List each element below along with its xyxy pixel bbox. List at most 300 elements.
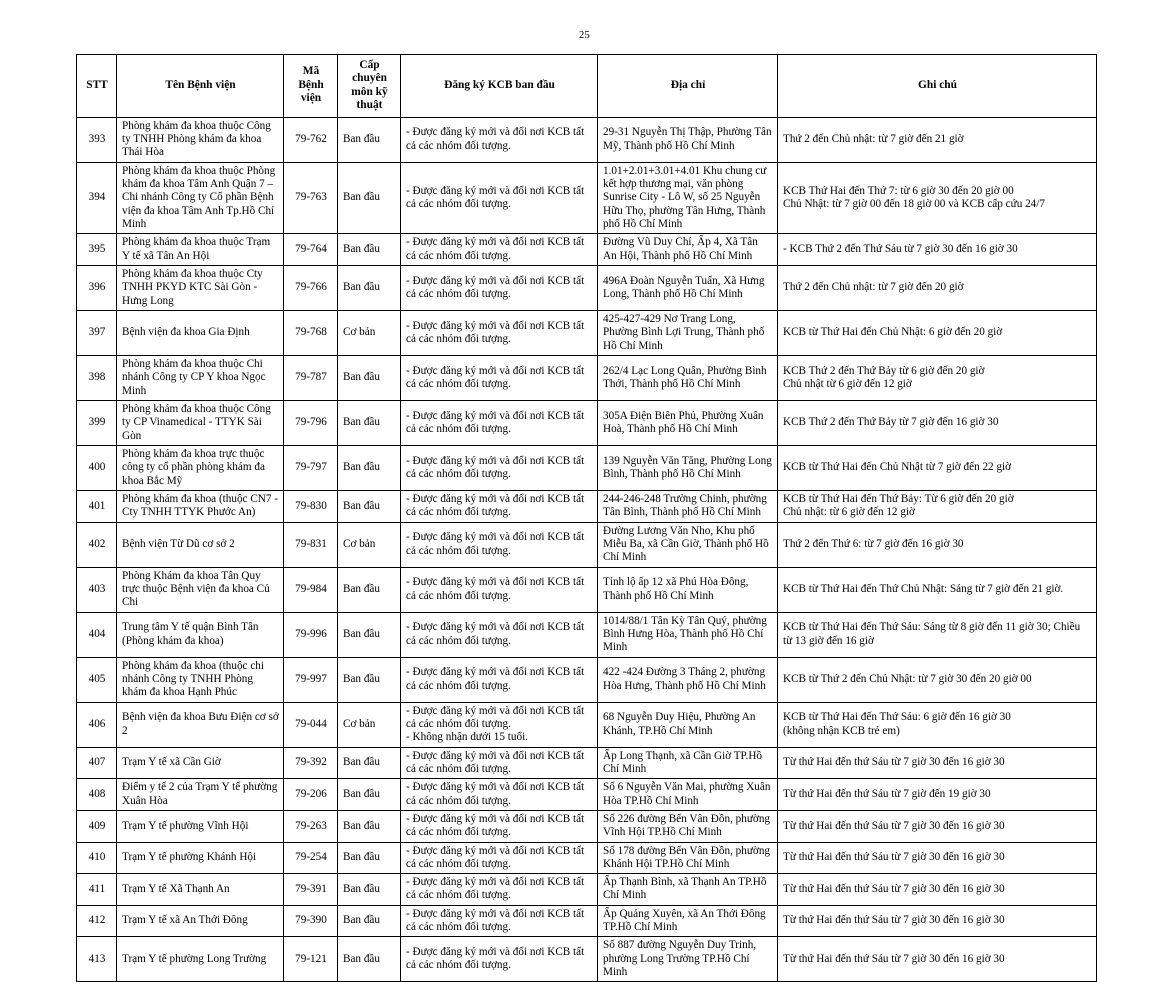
cell-line: Bệnh viện đa khoa Bưu Điện cơ sở 2: [122, 711, 279, 738]
cell-line: 1014/88/1 Tân Kỳ Tân Quý, phường Bình Hưng Hòa, Thành phố Hồ Chí Minh: [603, 615, 773, 655]
cell-line: 398: [82, 371, 112, 384]
cell-notes: [778, 567, 1097, 612]
cell-line: Tỉnh lộ ấp 12 xã Phú Hòa Đông, Thành phố Hồ Chí Minh: [603, 576, 773, 603]
cell-stt: [77, 842, 117, 874]
cell-line: Ban đầu: [343, 673, 396, 686]
cell-line: Cơ bản: [343, 326, 396, 339]
cell-technical-level: [338, 612, 401, 657]
cell-line: Số 178 đường Bến Vân Đồn, phường Khánh Hội TP.Hồ Chí Minh: [603, 845, 773, 872]
cell-initial-registration: [401, 490, 598, 522]
cell-technical-level: [338, 356, 401, 401]
cell-line: 403: [82, 583, 112, 596]
table-row: [77, 747, 1097, 779]
table-row: [77, 874, 1097, 906]
cell-notes: [778, 490, 1097, 522]
table-row: [77, 490, 1097, 522]
cell-line: 79-787: [289, 371, 333, 384]
cell-line: Ban đầu: [343, 371, 396, 384]
cell-address: [598, 842, 778, 874]
cell-stt: [77, 937, 117, 982]
cell-line: Thứ 2 đến Chủ nhật: từ 7 giờ đến 20 giờ: [783, 281, 1092, 294]
cell-initial-registration: [401, 522, 598, 567]
cell-technical-level: [338, 747, 401, 779]
cell-hospital-code: [284, 490, 338, 522]
cell-technical-level: [338, 311, 401, 356]
table-row: [77, 445, 1097, 490]
cell-stt: [77, 234, 117, 266]
cell-line: 410: [82, 851, 112, 864]
cell-line: 394: [82, 191, 112, 204]
cell-line: Trạm Y tế phường Khánh Hội: [122, 851, 279, 864]
cell-line: Ban đầu: [343, 243, 396, 256]
cell-technical-level: [338, 490, 401, 522]
cell-line: Ấp Long Thạnh, xã Cần Giờ TP.Hồ Chí Minh: [603, 750, 773, 777]
cell-line: 79-766: [289, 281, 333, 294]
cell-line: Từ thứ Hai đến thứ Sáu từ 7 giờ đến 19 giờ 30: [783, 788, 1092, 801]
cell-line: - Được đăng ký mới và đổi nơi KCB tất cả các nhóm đối tượng.: [406, 185, 593, 212]
cell-line: Phòng khám đa khoa thuộc Chi nhánh Công ty CP Y khoa Ngọc Minh: [122, 358, 279, 398]
cell-line: Từ thứ Hai đến thứ Sáu từ 7 giờ 30 đến 16 giờ 30: [783, 820, 1092, 833]
cell-line: 411: [82, 883, 112, 896]
cell-address: [598, 266, 778, 311]
cell-line: Số 226 đường Bến Vân Đồn, phường Vĩnh Hội TP.Hồ Chí Minh: [603, 813, 773, 840]
cell-hospital-code: [284, 874, 338, 906]
cell-stt: [77, 490, 117, 522]
cell-line: 79-391: [289, 883, 333, 896]
column-header-stt: STT: [77, 54, 117, 117]
column-header-initial-registration: Đăng ký KCB ban đầu: [401, 54, 598, 117]
cell-stt: [77, 162, 117, 234]
cell-hospital-code: [284, 400, 338, 445]
cell-hospital-code: [284, 311, 338, 356]
cell-line: Ban đầu: [343, 756, 396, 769]
cell-hospital-name: [117, 522, 284, 567]
cell-line: Chủ Nhật: từ 7 giờ 00 đến 18 giờ 00 và KCB cấp cứu 24/7: [783, 198, 1092, 211]
cell-line: - Được đăng ký mới và đổi nơi KCB tất cả các nhóm đối tượng.: [406, 365, 593, 392]
cell-line: Ban đầu: [343, 883, 396, 896]
cell-notes: [778, 234, 1097, 266]
cell-technical-level: [338, 657, 401, 702]
cell-line: 401: [82, 500, 112, 513]
cell-line: - Được đăng ký mới và đổi nơi KCB tất cả các nhóm đối tượng.: [406, 493, 593, 520]
table-row: [77, 162, 1097, 234]
cell-line: Bệnh viện đa khoa Gia Định: [122, 326, 279, 339]
cell-line: - Được đăng ký mới và đổi nơi KCB tất cả các nhóm đối tượng.: [406, 705, 593, 732]
cell-line: - Được đăng ký mới và đổi nơi KCB tất cả các nhóm đối tượng.: [406, 126, 593, 153]
column-header-technical-level: Cấp chuyên môn kỹ thuật: [338, 54, 401, 117]
cell-notes: [778, 612, 1097, 657]
cell-line: Phòng khám đa khoa thuộc Cty TNHH PKYD KTC Sài Gòn - Hưng Long: [122, 268, 279, 308]
cell-address: [598, 567, 778, 612]
cell-hospital-code: [284, 117, 338, 162]
cell-line: Ban đầu: [343, 788, 396, 801]
cell-stt: [77, 810, 117, 842]
cell-address: [598, 657, 778, 702]
cell-line: KCB từ Thứ Hai đến Thứ Chủ Nhật: Sáng từ 7 giờ đến 21 giờ.: [783, 583, 1092, 596]
cell-line: Từ thứ Hai đến thứ Sáu từ 7 giờ 30 đến 16 giờ 30: [783, 914, 1092, 927]
cell-address: [598, 490, 778, 522]
cell-line: 305A Điện Biên Phủ, Phường Xuân Hoà, Thành phố Hồ Chí Minh: [603, 410, 773, 437]
cell-address: [598, 400, 778, 445]
cell-address: [598, 445, 778, 490]
cell-line: KCB Thứ Hai đến Thứ 7: từ 6 giờ 30 đến 20 giờ 00: [783, 185, 1092, 198]
cell-line: 79-390: [289, 914, 333, 927]
cell-line: KCB từ Thứ 2 đến Chủ Nhật: từ 7 giờ 30 đến 20 giờ 00: [783, 673, 1092, 686]
cell-line: KCB từ Thứ Hai đến Chủ Nhật: 6 giờ đến 20 giờ: [783, 326, 1092, 339]
cell-line: Phòng Khám đa khoa Tân Quy trực thuộc Bệnh viện đa khoa Củ Chi: [122, 570, 279, 610]
cell-technical-level: [338, 117, 401, 162]
cell-line: Trung tâm Y tế quận Bình Tân (Phòng khám đa khoa): [122, 621, 279, 648]
cell-line: - Được đăng ký mới và đổi nơi KCB tất cả các nhóm đối tượng.: [406, 410, 593, 437]
cell-initial-registration: [401, 810, 598, 842]
column-header-notes: Ghi chú: [778, 54, 1097, 117]
cell-line: 422 -424 Đường 3 Tháng 2, phường Hòa Hưng, Thành phố Hồ Chí Minh: [603, 666, 773, 693]
cell-initial-registration: [401, 567, 598, 612]
cell-stt: [77, 266, 117, 311]
cell-address: [598, 810, 778, 842]
cell-line: KCB Thứ 2 đến Thứ Bảy từ 6 giờ đến 20 giờ: [783, 365, 1092, 378]
cell-line: 400: [82, 461, 112, 474]
table-row: [77, 657, 1097, 702]
cell-line: Trạm Y tế xã An Thới Đông: [122, 914, 279, 927]
cell-initial-registration: [401, 311, 598, 356]
cell-hospital-code: [284, 810, 338, 842]
cell-line: 139 Nguyễn Văn Tăng, Phường Long Bình, Thành phố Hồ Chí Minh: [603, 455, 773, 482]
cell-line: Đường Vũ Duy Chí, Ấp 4, Xã Tân An Hội, Thành phố Hồ Chí Minh: [603, 236, 773, 263]
cell-line: 68 Nguyễn Duy Hiệu, Phường An Khánh, TP.Hồ Chí Minh: [603, 711, 773, 738]
cell-address: [598, 937, 778, 982]
cell-hospital-name: [117, 400, 284, 445]
cell-line: 79-206: [289, 788, 333, 801]
cell-stt: [77, 747, 117, 779]
cell-notes: [778, 905, 1097, 937]
table-row: [77, 842, 1097, 874]
cell-address: [598, 234, 778, 266]
cell-line: Bệnh viện Từ Dũ cơ sở 2: [122, 538, 279, 551]
cell-line: Ấp Thạnh Bình, xã Thạnh An TP.Hồ Chí Minh: [603, 876, 773, 903]
cell-line: KCB Thứ 2 đến Thứ Bảy từ 7 giờ đến 16 giờ 30: [783, 416, 1092, 429]
cell-line: 1.01+2.01+3.01+4.01 Khu chung cư kết hợp thương mại, văn phòng Sunrise City - Lô W, số 25 Nguyễn Hữu Thọ, phường Tân Hưng, Thành phố Hồ Chí Minh: [603, 165, 773, 232]
cell-line: - Được đăng ký mới và đổi nơi KCB tất cả các nhóm đối tượng.: [406, 320, 593, 347]
cell-line: 395: [82, 243, 112, 256]
cell-hospital-code: [284, 779, 338, 811]
cell-line: Ban đầu: [343, 133, 396, 146]
cell-hospital-name: [117, 810, 284, 842]
cell-hospital-code: [284, 842, 338, 874]
cell-notes: [778, 747, 1097, 779]
cell-line: 79-254: [289, 851, 333, 864]
cell-technical-level: [338, 522, 401, 567]
cell-technical-level: [338, 234, 401, 266]
cell-line: - Được đăng ký mới và đổi nơi KCB tất cả các nhóm đối tượng.: [406, 750, 593, 777]
cell-technical-level: [338, 842, 401, 874]
cell-line: Ban đầu: [343, 583, 396, 596]
cell-line: Ban đầu: [343, 416, 396, 429]
cell-line: Từ thứ Hai đến thứ Sáu từ 7 giờ 30 đến 16 giờ 30: [783, 953, 1092, 966]
cell-technical-level: [338, 810, 401, 842]
cell-initial-registration: [401, 356, 598, 401]
cell-line: 79-796: [289, 416, 333, 429]
cell-stt: [77, 567, 117, 612]
cell-initial-registration: [401, 612, 598, 657]
cell-hospital-code: [284, 747, 338, 779]
cell-notes: [778, 522, 1097, 567]
table-row: [77, 117, 1097, 162]
cell-line: Thứ 2 đến Thứ 6: từ 7 giờ đến 16 giờ 30: [783, 538, 1092, 551]
cell-line: 79-044: [289, 718, 333, 731]
table-row: [77, 702, 1097, 747]
cell-initial-registration: [401, 400, 598, 445]
cell-line: (không nhận KCB trẻ em): [783, 725, 1092, 738]
cell-line: 79-762: [289, 133, 333, 146]
cell-initial-registration: [401, 842, 598, 874]
cell-line: 425-427-429 Nơ Trang Long, Phường Bình Lợi Trung, Thành phố Hồ Chí Minh: [603, 313, 773, 353]
cell-stt: [77, 400, 117, 445]
cell-line: Ban đầu: [343, 914, 396, 927]
table-row: [77, 567, 1097, 612]
cell-line: KCB từ Thứ Hai đến Thứ Sáu: 6 giờ đến 16 giờ 30: [783, 711, 1092, 724]
cell-line: Phòng khám đa khoa (thuộc CN7 - Cty TNHH TTYK Phước An): [122, 493, 279, 520]
cell-line: Phòng khám đa khoa thuộc Trạm Y tế xã Tân An Hội: [122, 236, 279, 263]
hospital-registration-table: [76, 54, 1097, 982]
cell-line: 79-768: [289, 326, 333, 339]
cell-address: [598, 874, 778, 906]
cell-line: Phòng khám đa khoa thuộc Phòng khám đa khoa Tâm Anh Quận 7 – Chi nhánh Công ty Cổ phần Bệnh viện đa khoa Tâm Anh Tp.Hồ Chí Minh: [122, 165, 279, 232]
cell-hospital-name: [117, 612, 284, 657]
cell-line: KCB từ Thứ Hai đến Chủ Nhật từ 7 giờ đến 22 giờ: [783, 461, 1092, 474]
cell-hospital-code: [284, 522, 338, 567]
cell-initial-registration: [401, 937, 598, 982]
cell-technical-level: [338, 162, 401, 234]
cell-line: - Được đăng ký mới và đổi nơi KCB tất cả các nhóm đối tượng.: [406, 946, 593, 973]
cell-stt: [77, 702, 117, 747]
cell-stt: [77, 522, 117, 567]
cell-address: [598, 162, 778, 234]
cell-hospital-code: [284, 905, 338, 937]
table-row: [77, 356, 1097, 401]
table-row: [77, 612, 1097, 657]
cell-initial-registration: [401, 874, 598, 906]
cell-hospital-code: [284, 612, 338, 657]
cell-notes: [778, 266, 1097, 311]
cell-line: - Được đăng ký mới và đổi nơi KCB tất cả các nhóm đối tượng.: [406, 666, 593, 693]
cell-line: 79-984: [289, 583, 333, 596]
cell-hospital-name: [117, 702, 284, 747]
cell-notes: [778, 162, 1097, 234]
cell-line: 79-263: [289, 820, 333, 833]
column-header-address: Địa chỉ: [598, 54, 778, 117]
cell-notes: [778, 117, 1097, 162]
table-row: [77, 522, 1097, 567]
cell-line: Số 6 Nguyễn Văn Mai, phường Xuân Hòa TP.Hồ Chí Minh: [603, 781, 773, 808]
cell-hospital-name: [117, 117, 284, 162]
cell-address: [598, 356, 778, 401]
cell-address: [598, 522, 778, 567]
cell-line: Đường Lương Văn Nho, Khu phố Miễu Ba, xã Cần Giờ, Thành phố Hồ Chí Minh: [603, 525, 773, 565]
table-row: [77, 234, 1097, 266]
cell-hospital-name: [117, 905, 284, 937]
cell-line: - Được đăng ký mới và đổi nơi KCB tất cả các nhóm đối tượng.: [406, 876, 593, 903]
cell-line: 396: [82, 281, 112, 294]
cell-notes: [778, 937, 1097, 982]
cell-line: 409: [82, 820, 112, 833]
cell-line: Từ thứ Hai đến thứ Sáu từ 7 giờ 30 đến 16 giờ 30: [783, 851, 1092, 864]
cell-hospital-code: [284, 567, 338, 612]
cell-line: - Được đăng ký mới và đổi nơi KCB tất cả các nhóm đối tượng.: [406, 275, 593, 302]
cell-stt: [77, 779, 117, 811]
cell-hospital-name: [117, 234, 284, 266]
cell-hospital-name: [117, 445, 284, 490]
cell-initial-registration: [401, 445, 598, 490]
cell-line: 406: [82, 718, 112, 731]
cell-line: - Không nhận dưới 15 tuổi.: [406, 731, 593, 744]
cell-line: - Được đăng ký mới và đổi nơi KCB tất cả các nhóm đối tượng.: [406, 531, 593, 558]
table-body: [77, 117, 1097, 982]
cell-line: Trạm Y tế Xã Thạnh An: [122, 883, 279, 896]
cell-line: Cơ bản: [343, 718, 396, 731]
table-container: [0, 54, 1169, 982]
cell-technical-level: [338, 702, 401, 747]
cell-address: [598, 702, 778, 747]
cell-line: Ban đầu: [343, 628, 396, 641]
cell-line: 496A Đoàn Nguyễn Tuấn, Xã Hưng Long, Thành phố Hồ Chí Minh: [603, 275, 773, 302]
cell-notes: [778, 445, 1097, 490]
cell-hospital-code: [284, 445, 338, 490]
cell-technical-level: [338, 905, 401, 937]
cell-address: [598, 612, 778, 657]
cell-line: - Được đăng ký mới và đổi nơi KCB tất cả các nhóm đối tượng.: [406, 813, 593, 840]
cell-technical-level: [338, 937, 401, 982]
cell-hospital-code: [284, 702, 338, 747]
cell-hospital-code: [284, 266, 338, 311]
cell-line: - Được đăng ký mới và đổi nơi KCB tất cả các nhóm đối tượng.: [406, 781, 593, 808]
cell-line: 79-392: [289, 756, 333, 769]
cell-line: Chủ nhật từ 6 giờ đến 12 giờ: [783, 378, 1092, 391]
table-row: [77, 810, 1097, 842]
cell-hospital-name: [117, 567, 284, 612]
cell-line: Chủ nhật: từ 6 giờ đến 12 giờ: [783, 506, 1092, 519]
cell-hospital-code: [284, 937, 338, 982]
cell-line: 402: [82, 538, 112, 551]
cell-line: Trạm Y tế phường Vĩnh Hội: [122, 820, 279, 833]
page-number: 25: [0, 0, 1169, 54]
cell-line: - Được đăng ký mới và đổi nơi KCB tất cả các nhóm đối tượng.: [406, 845, 593, 872]
cell-technical-level: [338, 779, 401, 811]
cell-line: KCB từ Thứ Hai đến Thứ Sáu: Sáng từ 8 giờ đến 11 giờ 30; Chiều từ 13 giờ đến 16 giờ: [783, 621, 1092, 648]
cell-line: 393: [82, 133, 112, 146]
cell-technical-level: [338, 874, 401, 906]
cell-stt: [77, 117, 117, 162]
cell-line: Thứ 2 đến Chủ nhật: từ 7 giờ đến 21 giờ: [783, 133, 1092, 146]
cell-hospital-name: [117, 779, 284, 811]
cell-initial-registration: [401, 266, 598, 311]
cell-line: 397: [82, 326, 112, 339]
cell-address: [598, 905, 778, 937]
cell-stt: [77, 905, 117, 937]
cell-line: 262/4 Lạc Long Quân, Phường Bình Thới, Thành phố Hồ Chí Minh: [603, 365, 773, 392]
cell-stt: [77, 356, 117, 401]
cell-line: 79-763: [289, 191, 333, 204]
cell-hospital-name: [117, 356, 284, 401]
cell-hospital-name: [117, 490, 284, 522]
cell-notes: [778, 874, 1097, 906]
cell-hospital-code: [284, 234, 338, 266]
cell-notes: [778, 400, 1097, 445]
cell-line: - Được đăng ký mới và đổi nơi KCB tất cả các nhóm đối tượng.: [406, 576, 593, 603]
cell-hospital-name: [117, 874, 284, 906]
cell-line: 399: [82, 416, 112, 429]
cell-line: Ban đầu: [343, 500, 396, 513]
cell-line: Từ thứ Hai đến thứ Sáu từ 7 giờ 30 đến 16 giờ 30: [783, 756, 1092, 769]
cell-line: 79-996: [289, 628, 333, 641]
cell-line: KCB từ Thứ Hai đến Thứ Bảy: Từ 6 giờ đến 20 giờ: [783, 493, 1092, 506]
table-row: [77, 311, 1097, 356]
cell-stt: [77, 612, 117, 657]
cell-line: Trạm Y tế xã Cần Giờ: [122, 756, 279, 769]
table-row: [77, 266, 1097, 311]
cell-hospital-name: [117, 311, 284, 356]
cell-line: Ấp Quảng Xuyên, xã An Thới Đông TP.Hồ Chí Minh: [603, 908, 773, 935]
cell-line: Phòng khám đa khoa thuộc Công ty TNHH Phòng khám đa khoa Thái Hòa: [122, 120, 279, 160]
cell-line: Ban đầu: [343, 851, 396, 864]
cell-hospital-name: [117, 842, 284, 874]
cell-hospital-name: [117, 162, 284, 234]
cell-line: 407: [82, 756, 112, 769]
cell-address: [598, 117, 778, 162]
cell-line: Ban đầu: [343, 191, 396, 204]
cell-line: 413: [82, 953, 112, 966]
cell-hospital-code: [284, 356, 338, 401]
cell-line: - Được đăng ký mới và đổi nơi KCB tất cả các nhóm đối tượng.: [406, 236, 593, 263]
cell-hospital-name: [117, 657, 284, 702]
cell-line: 405: [82, 673, 112, 686]
cell-address: [598, 747, 778, 779]
cell-line: Phòng khám đa khoa trực thuộc công ty cổ phần phòng khám đa khoa Bắc Mỹ: [122, 448, 279, 488]
cell-hospital-name: [117, 266, 284, 311]
cell-notes: [778, 657, 1097, 702]
cell-hospital-name: [117, 937, 284, 982]
cell-notes: [778, 356, 1097, 401]
cell-technical-level: [338, 445, 401, 490]
cell-line: - Được đăng ký mới và đổi nơi KCB tất cả các nhóm đối tượng.: [406, 455, 593, 482]
cell-hospital-name: [117, 747, 284, 779]
cell-address: [598, 779, 778, 811]
cell-notes: [778, 810, 1097, 842]
cell-initial-registration: [401, 657, 598, 702]
cell-line: 244-246-248 Trường Chinh, phường Tân Bình, Thành phố Hồ Chí Minh: [603, 493, 773, 520]
cell-technical-level: [338, 266, 401, 311]
cell-line: 79-830: [289, 500, 333, 513]
column-header-hospital-name: Tên Bệnh viện: [117, 54, 284, 117]
cell-hospital-code: [284, 657, 338, 702]
cell-line: 408: [82, 788, 112, 801]
cell-initial-registration: [401, 117, 598, 162]
cell-initial-registration: [401, 234, 598, 266]
table-header-row: [77, 54, 1097, 117]
cell-initial-registration: [401, 702, 598, 747]
cell-notes: [778, 311, 1097, 356]
cell-line: Ban đầu: [343, 461, 396, 474]
cell-line: - KCB Thứ 2 đến Thứ Sáu từ 7 giờ 30 đến 16 giờ 30: [783, 243, 1092, 256]
cell-line: Điểm y tế 2 của Trạm Y tế phường Xuân Hòa: [122, 781, 279, 808]
cell-stt: [77, 874, 117, 906]
cell-line: 79-997: [289, 673, 333, 686]
cell-notes: [778, 842, 1097, 874]
cell-line: Ban đầu: [343, 953, 396, 966]
table-header: [77, 54, 1097, 117]
cell-line: Ban đầu: [343, 820, 396, 833]
cell-notes: [778, 702, 1097, 747]
